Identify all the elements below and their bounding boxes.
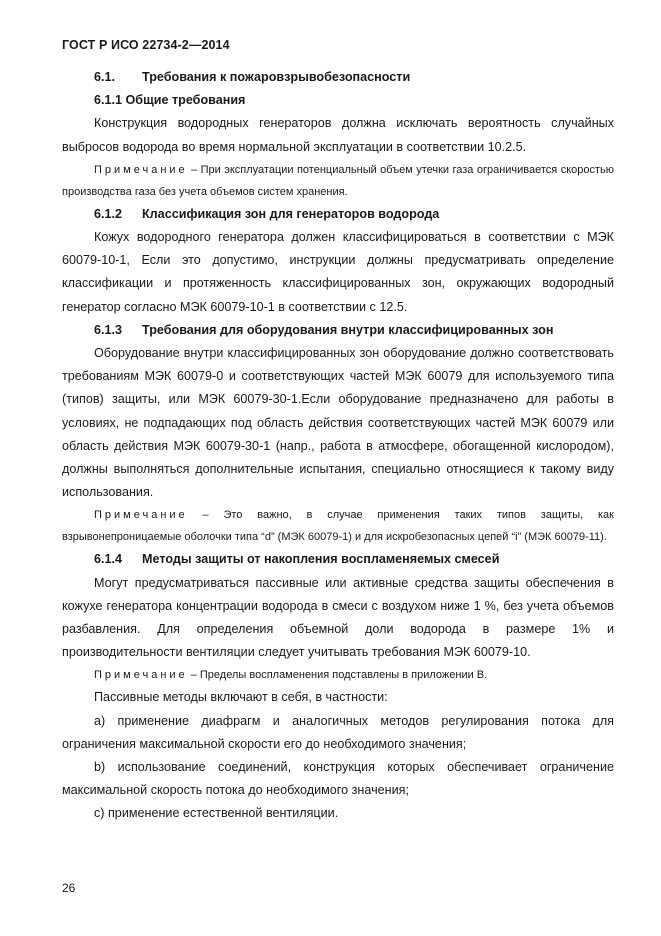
section-number: 6.1.1	[94, 93, 123, 108]
section-title: Требования к пожаровзрывобезопасности	[142, 70, 411, 84]
paragraph: Оборудование внутри классифицированных зон оборудование должно соответствовать требованиям МЭК 60079-0 и соответствующих частей МЭК 60079 для используемого типа (типов) защиты, или МЭК 60079-30-1.Если оборудование предназначено для работы в условиях, не подпадающих под область действия соответствующих частей МЭК 60079 или область действия МЭК 60079-30-1 (напр., работа в атмосфере, обогащенной кислородом), должны выполняться дополнительные испытания, специально относящиеся к такому виду использования.	[62, 346, 614, 500]
list-item: b) использование соединений, конструкция которых обеспечивает ограничение максимальной скорость потока до необходимого значения;	[62, 760, 614, 798]
section-title: Методы защиты от накопления воспламеняемых смесей	[142, 552, 500, 567]
section-heading-6-1	[62, 66, 614, 89]
note-text: – Пределы воспламенения подставлены в приложении В.	[187, 669, 488, 682]
paragraph: Пассивные методы включают в себя, в частности:	[94, 690, 388, 705]
section-number: 6.1.2	[94, 206, 123, 221]
section-heading-6-1-1	[62, 89, 614, 112]
section-number: 6.1.3	[94, 322, 123, 337]
section-heading-6-1-3	[62, 319, 614, 342]
section-heading-6-1-2	[62, 203, 614, 226]
document-header: ГОСТ Р ИСО 22734-2—2014	[62, 38, 230, 52]
page-number: 26	[62, 881, 76, 895]
document-body	[62, 66, 614, 826]
note-label: Примечание	[94, 669, 188, 682]
section-number: 6.1.	[94, 70, 116, 84]
list-item: а) применение диафрагм и аналогичных методов регулирования потока для ограничения максимальной скорости его до необходимого значения;	[62, 713, 614, 751]
list-item: с) применение естественной вентиляции.	[94, 806, 339, 821]
section-title: Общие требования	[125, 93, 246, 108]
section-title: Требования для оборудования внутри классифицированных зон	[142, 322, 554, 337]
note	[62, 504, 614, 548]
note-text: – Это важно, в случае применения таких типов защиты, как взрывонепроницаемые оболочки типа “d” (МЭК 60079-1) и для искробезопасных цепей “i” (МЭК 60079-11).	[62, 509, 614, 544]
note-label: Примечание	[94, 509, 188, 522]
note-text: – При эксплуатации потенциальный объем утечки газа ограничивается скоростью производства газа без учета объемов систем хранения.	[62, 163, 614, 198]
note	[62, 159, 614, 203]
note-label: Примечание	[94, 163, 188, 176]
paragraph: Кожух водородного генератора должен классифицироваться в соответствии с МЭК 60079-10-1, Если это допустимо, инструкции должны предусматривать определение классификации и протяженность классифицированных зон, окружающих водородный генератор согласно МЭК 60079-10-1 в соответствии с 12.5.	[62, 230, 614, 314]
note	[62, 664, 614, 686]
section-heading-6-1-4	[62, 548, 614, 571]
paragraph: Могут предусматриваться пассивные или активные средства защиты обеспечения в кожухе генератора концентрации водорода в смеси с воздухом ниже 1 %, без учета объемов разбавления. Для определения объемной доли водорода в размере 1% и производительности вентиляции следует учитывать требования МЭК 60079-10.	[62, 575, 614, 660]
paragraph: Конструкция водородных генераторов должна исключать вероятность случайных выбросов водорода во время нормальной эксплуатации в соответствии 10.2.5.	[62, 116, 614, 154]
section-number: 6.1.4	[94, 552, 123, 567]
section-title: Классификация зон для генераторов водорода	[142, 206, 440, 221]
